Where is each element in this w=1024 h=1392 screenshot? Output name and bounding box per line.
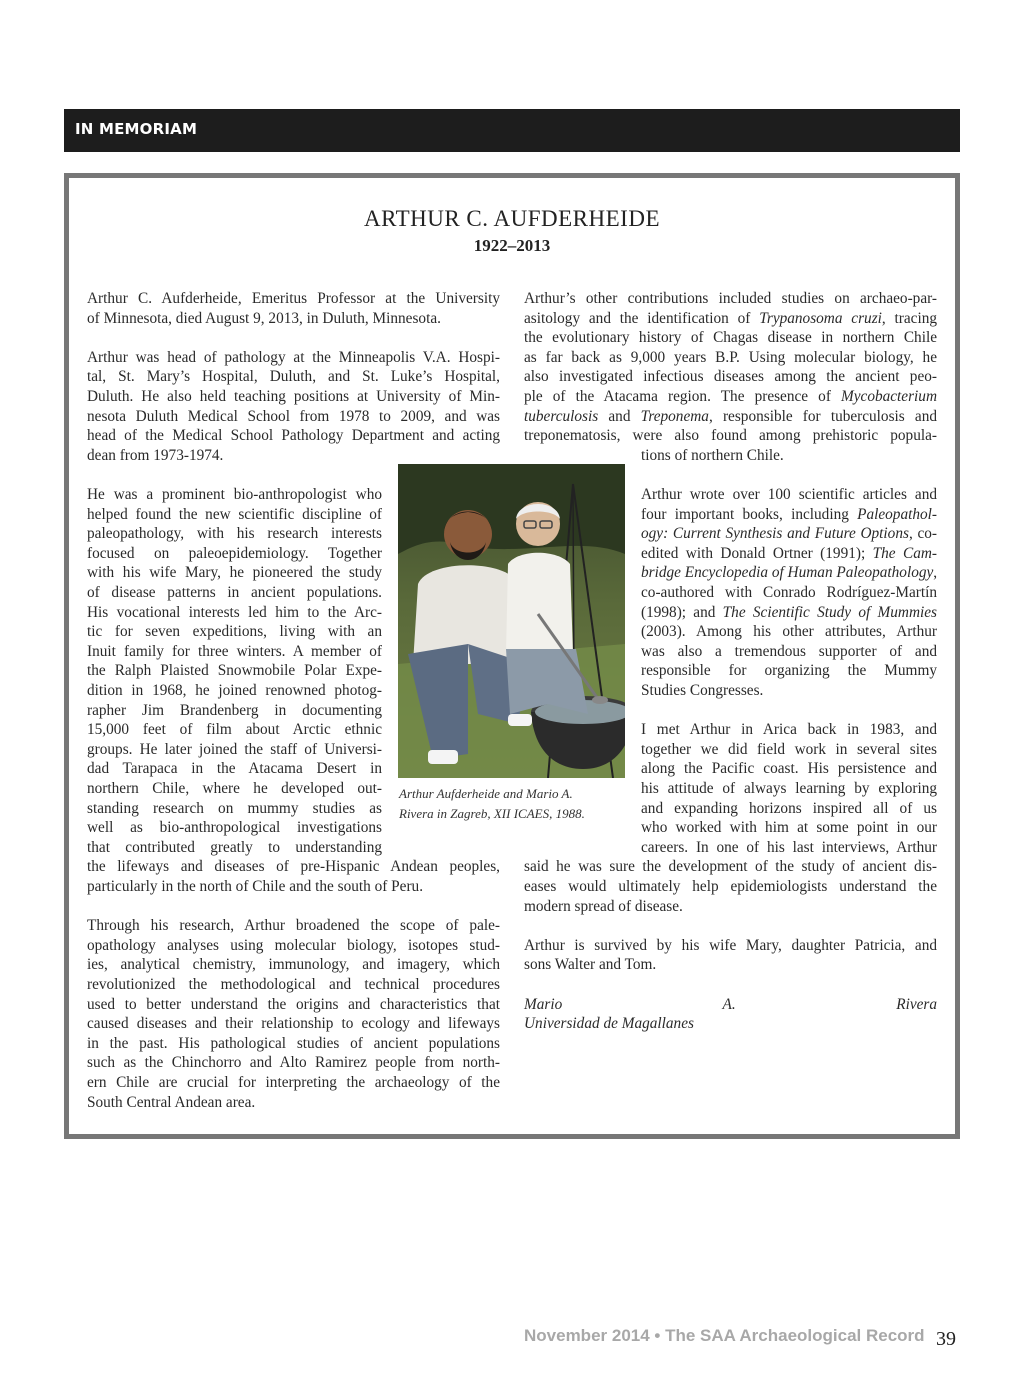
text-line: Arthur C. Aufderheide, Emeritus Professor at the University (87, 290, 500, 307)
text-line: co-authored with Conrado Rodríguez-Martín (641, 584, 937, 601)
text-line: Arthur’s other contributions included studies on archaeo-par- (524, 290, 937, 307)
text-line: ies, analytical chemistry, immunology, and imagery, which (87, 956, 500, 974)
text-line: standing research on mummy studies as (87, 799, 382, 817)
text-line: along the Pacific coast. His persistence and (641, 760, 937, 778)
text-line: with his wife Mary, he pioneered the study (87, 564, 382, 582)
text-line: together we did field work in several sites (641, 740, 937, 758)
text-line: said he was sure the development of the study of ancient dis- (524, 858, 937, 876)
text-line: such as the Chinchorro and Alto Ramirez people from north- (87, 1054, 500, 1072)
footer-issue (524, 1326, 925, 1346)
text-line: tuberculosis and Treponema, responsible for tuberculosis and (524, 407, 937, 425)
memorial-photo (398, 464, 625, 778)
text-line: ple of the Atacama region. The presence of Mycobacterium (524, 388, 937, 405)
text-line: used to better understand the origins and characteristics that (87, 995, 500, 1013)
text-line: dition in 1968, he joined renowned photog- (87, 682, 382, 699)
text-line: well as bio-anthropological investigations (87, 819, 382, 837)
text-line: helped found the new scientific discipline of (87, 505, 382, 523)
text-line: as far back as 9,000 years B.P. Using molecular biology, he (524, 348, 937, 366)
text-line: Arthur wrote over 100 scientific articles and (641, 486, 937, 503)
article-title: ARTHUR C. AUFDERHEIDE (364, 206, 660, 231)
text-line: ern Chile are crucial for interpreting the archaeology of the (87, 1074, 500, 1091)
footer-issue-text: November 2014 • The SAA Archaeological Record (524, 1326, 925, 1345)
text-line: head of the Medical School Pathology Department and acting (87, 427, 500, 445)
text-line: modern spread of disease. (524, 897, 683, 915)
caption-line: Rivera in Zagreb, XII ICAES, 1988. (399, 806, 585, 821)
caption-line: Arthur Aufderheide and Mario A. (399, 786, 573, 801)
text-line: nesota Duluth Medical School from 1978 to 2009, and was (87, 407, 500, 425)
page-number: 39 (936, 1328, 956, 1350)
text-line: also investigated infectious diseases among the ancient peo- (524, 368, 937, 386)
text-line: Arthur is survived by his wife Mary, daughter Patricia, and (524, 936, 937, 954)
text-line: sons Walter and Tom. (524, 956, 657, 974)
text-line: the lifeways and diseases of pre-Hispanic Andean peoples, (87, 858, 500, 876)
text-line: and expanding horizons inspired all of us (641, 799, 937, 817)
text-line: his attitude of always learning by exploring (641, 780, 937, 797)
text-line: (1998); and The Scientific Study of Mummies (641, 603, 937, 621)
text-line: He was a prominent bio-anthropologist who (87, 486, 382, 503)
text-line: rapher Jim Brandenberg in documenting (87, 701, 382, 719)
text-line: was also a tremendous supporter of and (641, 642, 937, 660)
text-line: South Central Andean area. (87, 1093, 256, 1111)
text-line: of disease patterns in ancient populations. (87, 584, 382, 601)
text-line: dean from 1973-1974. (87, 446, 224, 464)
text-line: Studies Congresses. (641, 682, 764, 699)
section-banner (64, 109, 960, 152)
text-line: dad Tarapaca in the Atacama Desert in (87, 760, 382, 778)
text-line: Mario A. Rivera (524, 995, 937, 1013)
text-line: four important books, including Paleopathol- (641, 505, 937, 523)
text-line: particularly in the north of Chile and the south of Peru. (87, 878, 424, 895)
text-line: bridge Encyclopedia of Human Paleopathology, (641, 564, 938, 582)
text-line: 15,000 feet of film about Arctic ethnic (87, 721, 382, 739)
text-line: Through his research, Arthur broadened the scope of pale- (87, 917, 500, 935)
text-line: focused on paleoepidemiology. Together (87, 544, 382, 562)
text-line: tic for seven expeditions, living with an (87, 623, 382, 641)
text-line: tions of northern Chile. (641, 446, 784, 464)
text-line: His vocational interests led him to the Arc- (87, 603, 382, 621)
text-line: tal, St. Mary’s Hospital, Duluth, and St. Luke’s Hospital, (87, 368, 500, 386)
text-line: Arthur was head of pathology at the Minneapolis V.A. Hospi- (87, 348, 500, 366)
text-line: revolutionized the methodological and technical procedures (87, 976, 500, 993)
section-label: IN MEMORIAM (75, 120, 198, 138)
text-line: the evolutionary history of Chagas disease in northern Chile (524, 329, 937, 347)
text-line: Inuit family for three winters. A member of (87, 642, 382, 660)
text-line: northern Chile, where he developed out- (87, 780, 382, 797)
text-line: ogy: Current Synthesis and Future Options, co- (641, 525, 937, 543)
text-line: Universidad de Magallanes (524, 1015, 694, 1033)
text-line: that contributed greatly to understanding (87, 838, 382, 856)
text-line: responsible for organizing the Mummy (641, 662, 937, 680)
text-line: Duluth. He also held teaching positions at University of Min- (87, 388, 500, 405)
text-line: (2003). Among his other attributes, Arthur (641, 623, 937, 641)
text-line: asitology and the identification of Trypanosoma cruzi, tracing (524, 309, 938, 327)
text-line: of Minnesota, died August 9, 2013, in Duluth, Minnesota. (87, 309, 441, 327)
text-line: groups. He later joined the staff of Universi- (87, 740, 382, 758)
text-line: the Ralph Plaisted Snowmobile Polar Expe- (87, 662, 382, 680)
text-line: caused diseases and their relationship to ecology and lifeways (87, 1015, 500, 1033)
text-line: who worked with him at some point in our (641, 819, 937, 837)
text-line: careers. In one of his last interviews, Arthur (641, 838, 937, 856)
article-years: 1922–2013 (473, 236, 551, 255)
text-line: treponematosis, were also found among prehistoric popula- (524, 427, 937, 445)
text-line: edited with Donald Ortner (1991); The Cam- (641, 544, 937, 562)
text-line: I met Arthur in Arica back in 1983, and (641, 721, 937, 739)
text-line: paleopathology, with his research interests (87, 525, 382, 543)
text-line: opathology analyses using molecular biology, isotopes stud- (87, 936, 500, 954)
text-line: eases would ultimately help epidemiologists understand the (524, 878, 937, 895)
text-line: in the past. His pathological studies of ancient populations (87, 1034, 500, 1052)
